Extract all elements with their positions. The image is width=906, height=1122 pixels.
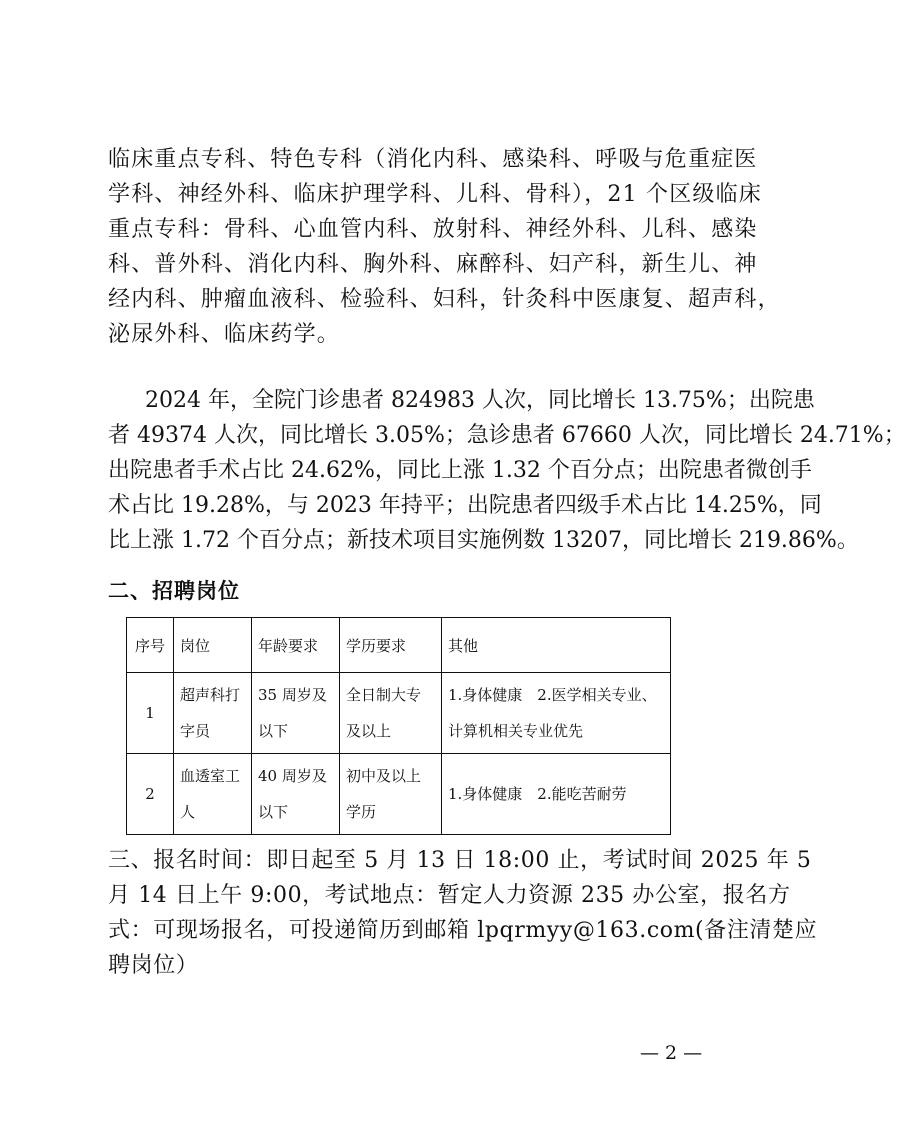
page-number: — 2 — xyxy=(640,1042,703,1064)
cell-post xyxy=(174,754,252,835)
cell-line: 以下 xyxy=(258,803,289,821)
cell-line: 及以上 xyxy=(346,722,392,740)
header-cell: 岗位 xyxy=(174,618,252,673)
section-heading: 二、招聘岗位 xyxy=(108,579,240,603)
table-row xyxy=(127,754,671,835)
cell-no: 1 xyxy=(127,673,174,754)
text-line: 临床重点专科、特色专科（消化内科、感染科、呼吸与危重症医 xyxy=(108,147,758,172)
paragraph-specialties xyxy=(108,142,781,352)
cell-age xyxy=(252,754,340,835)
cell-line: 人 xyxy=(180,803,196,821)
cell-post xyxy=(174,673,252,754)
cell-edu xyxy=(340,673,442,754)
text-line: 科、普外科、消化内科、胸外科、麻醉科、妇产科，新生儿、神 xyxy=(108,252,758,277)
text-line: 泌尿外科、临床药学。 xyxy=(108,322,341,347)
text-line: 者 49374 人次，同比增长 3.05%；急诊患者 67660 人次，同比增长 24.71%； xyxy=(108,423,906,448)
text-line: 出院患者手术占比 24.62%，同比上涨 1.32 个百分点；出院患者微创手 xyxy=(108,458,812,483)
text-line: 三、报名时间：即日起至 5 月 13 日 18:00 止，考试时间 2025 年 5 xyxy=(108,848,812,873)
text-line: 月 14 日上午 9:00，考试地点：暂定人力资源 235 办公室，报名方 xyxy=(108,883,791,908)
header-cell: 序号 xyxy=(127,618,174,673)
text-line: 聘岗位） xyxy=(108,953,199,978)
cell-line: 计算机相关专业优先 xyxy=(448,722,584,740)
text-line: 重点专科：骨科、心血管内科、放射科、神经外科、儿科、感染 xyxy=(108,217,758,242)
cell-line: 1.身体健康 2.能吃苦耐劳 xyxy=(448,785,627,803)
text-line: 2024 年，全院门诊患者 824983 人次，同比增长 13.75%；出院患 xyxy=(145,388,815,413)
cell-line: 40 周岁及 xyxy=(258,767,327,785)
text-line: 学科、神经外科、临床护理学科、儿科、骨科），21 个区级临床 xyxy=(108,182,762,207)
table-header-row xyxy=(127,618,671,673)
text-line: 比上涨 1.72 个百分点；新技术项目实施例数 13207，同比增长 219.86%。 xyxy=(108,528,859,553)
cell-edu xyxy=(340,754,442,835)
cell-line: 字员 xyxy=(180,722,211,740)
cell-line: 以下 xyxy=(258,722,289,740)
paragraph-statistics xyxy=(108,383,906,558)
cell-line: 超声科打 xyxy=(180,686,241,704)
cell-line: 全日制大专 xyxy=(346,686,422,704)
cell-other xyxy=(442,754,671,835)
positions-table xyxy=(126,617,671,835)
text-line: 经内科、肿瘤血液科、检验科、妇科，针灸科中医康复、超声科， xyxy=(108,287,781,312)
cell-line: 血透室工 xyxy=(180,767,241,785)
cell-line: 学历 xyxy=(346,803,377,821)
cell-line: 初中及以上 xyxy=(346,767,422,785)
cell-age xyxy=(252,673,340,754)
header-cell: 年龄要求 xyxy=(252,618,340,673)
header-cell: 其他 xyxy=(442,618,671,673)
cell-no: 2 xyxy=(127,754,174,835)
paragraph-registration xyxy=(108,843,818,983)
text-line: 术占比 19.28%，与 2023 年持平；出院患者四级手术占比 14.25%，同 xyxy=(108,493,822,518)
text-line: 式：可现场报名，可投递简历到邮箱 lpqrmyy@163.com(备注清楚应 xyxy=(108,918,818,943)
cell-line: 35 周岁及 xyxy=(258,686,327,704)
header-cell: 学历要求 xyxy=(340,618,442,673)
cell-line: 1.身体健康 2.医学相关专业、 xyxy=(448,686,657,704)
cell-other xyxy=(442,673,671,754)
table-row xyxy=(127,673,671,754)
